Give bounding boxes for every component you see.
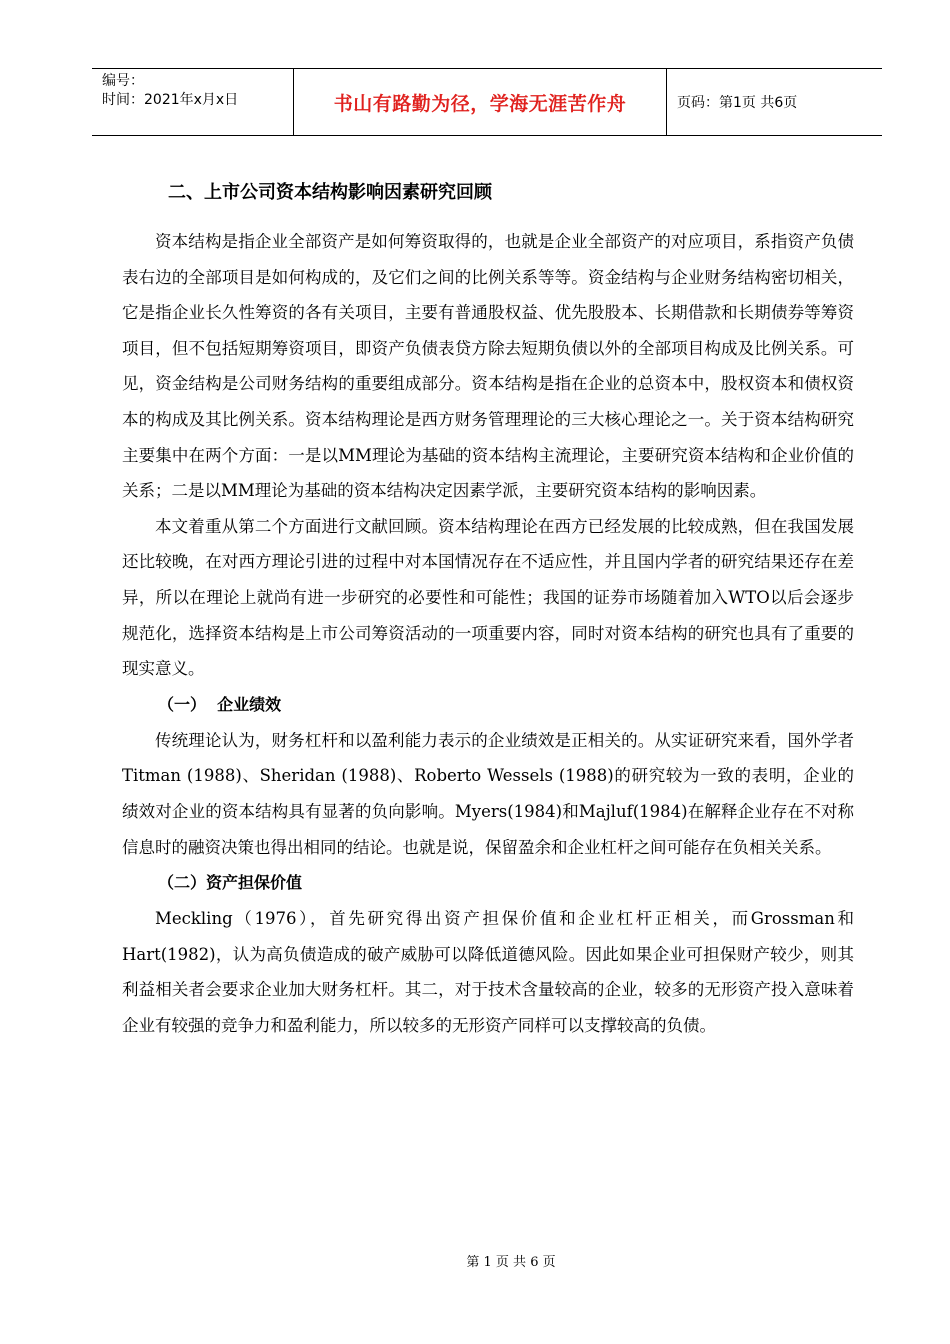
page-footer	[0, 1251, 950, 1270]
article-body	[122, 168, 854, 1043]
header-page-number: 页码：第1页 共6页	[677, 95, 798, 111]
document-time-label: 时间：2021年x月x日	[102, 92, 239, 108]
subsection-heading: （二）资产担保价值	[158, 873, 303, 893]
paragraph: 传统理论认为，财务杠杆和以盈利能力表示的企业绩效是正相关的。从实证研究来看，国外学者Titman (1988)、Sheridan (1988)、Roberto Wessels (1988)的研究较为一致的表明，企业的绩效对企业的资本结构具有显著的负向影响。Myers(1984)和Majluf(1984)在解释企业存在不对称信息时的融资决策也得出相同的结论。也就是说，保留盈余和企业杠杆之间可能存在负相关关系。	[122, 730, 854, 857]
section-heading: 二、上市公司资本结构影响因素研究回顾	[168, 182, 492, 203]
footer-page-number: 第 1 页 共 6 页	[466, 1255, 556, 1270]
paragraph: 资本结构是指企业全部资产是如何筹资取得的，也就是企业全部资产的对应项目，系指资产负债表右边的全部项目是如何构成的，及它们之间的比例关系等等。资金结构与企业财务结构密切相关，它是指企业长久性筹资的各有关项目，主要有普通股权益、优先股股本、长期借款和长期债券等筹资项目，但不包括短期筹资项目，即资产负债表贷方除去短期负债以外的全部项目构成及比例关系。可见，资金结构是公司财务结构的重要组成部分。资本结构是指在企业的总资本中，股权资本和债权资本的构成及其比例关系。资本结构理论是西方财务管理理论的三大核心理论之一。关于资本结构研究主要集中在两个方面：一是以MM理论为基础的资本结构主流理论，主要研究资本结构和企业价值的关系；二是以MM理论为基础的资本结构决定因素学派，主要研究资本结构的影响因素。	[122, 232, 854, 501]
header-meta	[92, 69, 294, 135]
document-number-label: 编号：	[102, 73, 144, 89]
paragraph: Meckling（1976），首先研究得出资产担保价值和企业杠杆正相关，而Grossman和Hart(1982)，认为高负债造成的破产威胁可以降低道德风险。因此如果企业可担保财产较少，则其利益相关者会要求企业加大财务杠杆。其二，对于技术含量较高的企业，较多的无形资产投入意味着企业有较强的竞争力和盈利能力，所以较多的无形资产同样可以支撑较高的负债。	[122, 909, 854, 1035]
page-header	[92, 68, 882, 136]
paragraph: 本文着重从第二个方面进行文献回顾。资本结构理论在西方已经发展的比较成熟，但在我国发展还比较晚，在对西方理论引进的过程中对本国情况存在不适应性，并且国内学者的研究结果还存在差异，所以在理论上就尚有进一步研究的必要性和可能性；我国的证券市场随着加入WTO以后会逐步规范化，选择资本结构是上市公司筹资活动的一项重要内容，同时对资本结构的研究也具有了重要的现实意义。	[122, 516, 854, 679]
subsection-heading: （一） 企业绩效	[158, 694, 282, 714]
header-motto: 书山有路勤为径，学海无涯苦作舟	[294, 69, 667, 135]
